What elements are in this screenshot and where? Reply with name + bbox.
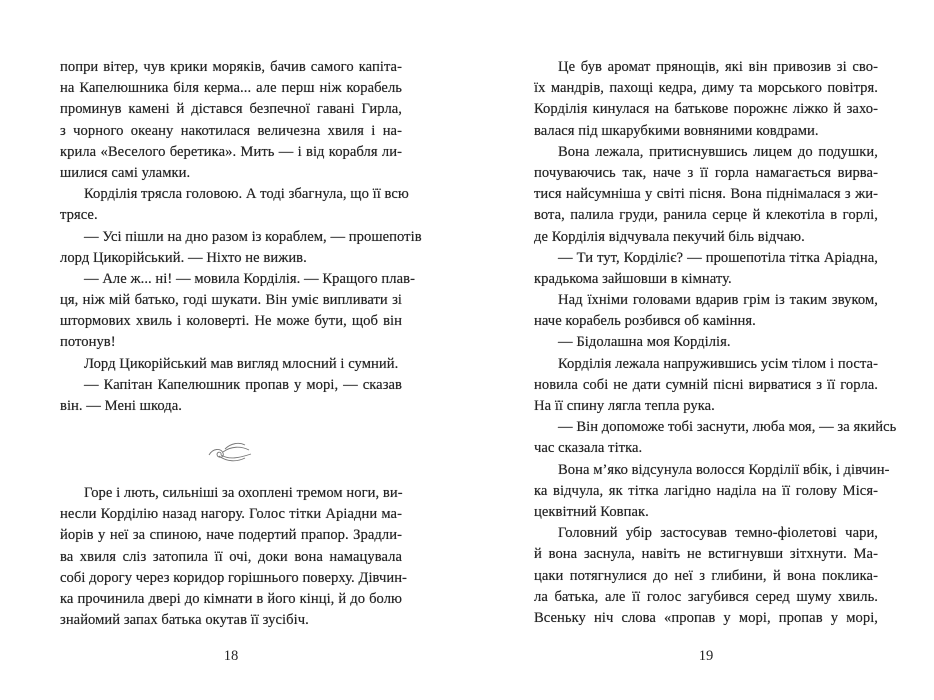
page-number: 19 (698, 648, 714, 664)
text-line: Горе і лють, сильніші за охоплені тремом ноги, ви- (84, 485, 403, 501)
text-line: йорів у неї за спиною, наче подертий прапор. Зрадли- (60, 527, 402, 544)
text-line: Це був аромат прянощів, які він привозив зі сво- (558, 59, 878, 75)
page-number: 18 (223, 648, 239, 664)
text-line: — Але ж... ні! — мовила Корділія. — Кращого плав- (84, 270, 415, 287)
text-line: Лорд Цикорійський мав вигляд млосний і сумний. (84, 355, 399, 372)
text-line: й вона заснула, навіть не встигнувши зітхнути. Ма- (534, 546, 878, 563)
text-line: валася під шкарубкими вовняними ковдрами. (534, 122, 819, 139)
text-line: Вона лежала, притиснувшись лицем до подушки, (558, 143, 878, 160)
text-line: з чорного океану накотилася величезна хвиля і на- (60, 122, 402, 139)
text-line: лорд Цикорійський. — Ніхто не вижив. (60, 249, 307, 266)
text-line: трясе. (60, 207, 98, 224)
text-line: на Капелюшника біля керма... але перш ніж корабель (60, 80, 402, 97)
text-line: На її спину лягла тепла рука. (534, 398, 715, 414)
text-line: штормових хвиль і коловерті. Не може бути, щоб він (60, 313, 402, 330)
text-line: цеквітний Ковпак. (534, 503, 649, 520)
text-line: несли Корділію назад нагору. Голос тітки Аріадни ма- (60, 506, 402, 523)
text-line: ла батька, але її голос загубився серед шуму хвиль. (534, 588, 878, 605)
text-line: він. — Мені шкода. (60, 398, 182, 414)
text-line: Головний убір застосував темно-фіолетові чари, (558, 525, 878, 542)
text-line: де Корділія відчувала пекучий біль відчаю. (534, 228, 805, 245)
text-line: проминув камені й дістався безпечної гавані Гирла, (60, 101, 402, 118)
text-line: знайомий запах батька окутав її зусібіч. (60, 612, 309, 629)
text-line: потонув! (60, 334, 116, 351)
right-page (534, 0, 897, 700)
text-line: Всеньку ніч слова «пропав у морі, пропав у морі, (534, 609, 878, 626)
text-line: наче корабель розбився об каміння. (534, 313, 756, 330)
text-section (534, 57, 897, 629)
text-line: собі дорогу через коридор горішнього поверху. Дівчин- (60, 569, 407, 586)
text-line: почуваючись так, наче з її горла намагається вирва- (534, 164, 878, 181)
text-line: тися найсумніша у світі пісня. Вона піднімалася з жи- (534, 186, 878, 203)
text-line: попри вітер, чув крики моряків, бачив самого капіта- (60, 59, 402, 75)
text-line: ка прочинила двері до кімнати в його кінці, й до болю (60, 590, 402, 607)
text-section (60, 483, 407, 631)
text-section (60, 57, 422, 417)
flourish-ornament-icon (205, 440, 255, 464)
text-line: ка відчула, як тітка лагідно наділа на її голову Міся- (534, 482, 878, 499)
text-line: — Він допоможе тобі заснути, люба моя, — за якийсь (558, 419, 897, 436)
text-line: Над їхніми головами вдарив грім із таким звуком, (558, 292, 878, 309)
text-line: Вона м’яко відсунула волосся Корділії вбік, і дівчин- (558, 461, 890, 478)
text-line: вота, палила груди, ранила серце й клекотіла в горлі, (534, 207, 878, 224)
left-page (60, 0, 422, 700)
text-line: шилися самі уламки. (60, 164, 191, 181)
text-line: Корділія трясла головою. А тоді збагнула, що її всю (84, 186, 409, 203)
text-line: — Усі пішли на дно разом із кораблем, — прошепотів (84, 228, 422, 245)
text-line: новила собі не дати сумній пісні вирватися з її горла. (534, 376, 878, 393)
text-line: їх мандрів, пахощі кедра, диму та морського повітря. (534, 80, 878, 97)
text-line: ва хвиля сліз затопила її очі, доки вона намацувала (60, 548, 402, 565)
text-line: ця, ніж мій батько, годі шукати. Він уміє випливати зі (60, 292, 402, 309)
text-line: — Капітан Капелюшник пропав у морі, — сказав (84, 376, 402, 393)
text-line: час сказала тітка. (534, 440, 643, 457)
text-line: крадькома зайшовши в кімнату. (534, 270, 732, 287)
text-line: цаки потягнулися до неї з глибини, й вона поклика- (534, 567, 878, 584)
text-line: — Бідолашна моя Корділія. (558, 334, 731, 351)
text-line: Корділія кинулася на батькове порожнє ліжко й захо- (534, 101, 878, 118)
text-line: — Ти тут, Корділіє? — прошепотіла тітка Аріадна, (558, 249, 878, 266)
text-line: крила «Веселого беретика». Мить — і від корабля ли- (60, 143, 402, 160)
text-line: Корділія лежала напружившись усім тілом і поста- (558, 355, 878, 372)
